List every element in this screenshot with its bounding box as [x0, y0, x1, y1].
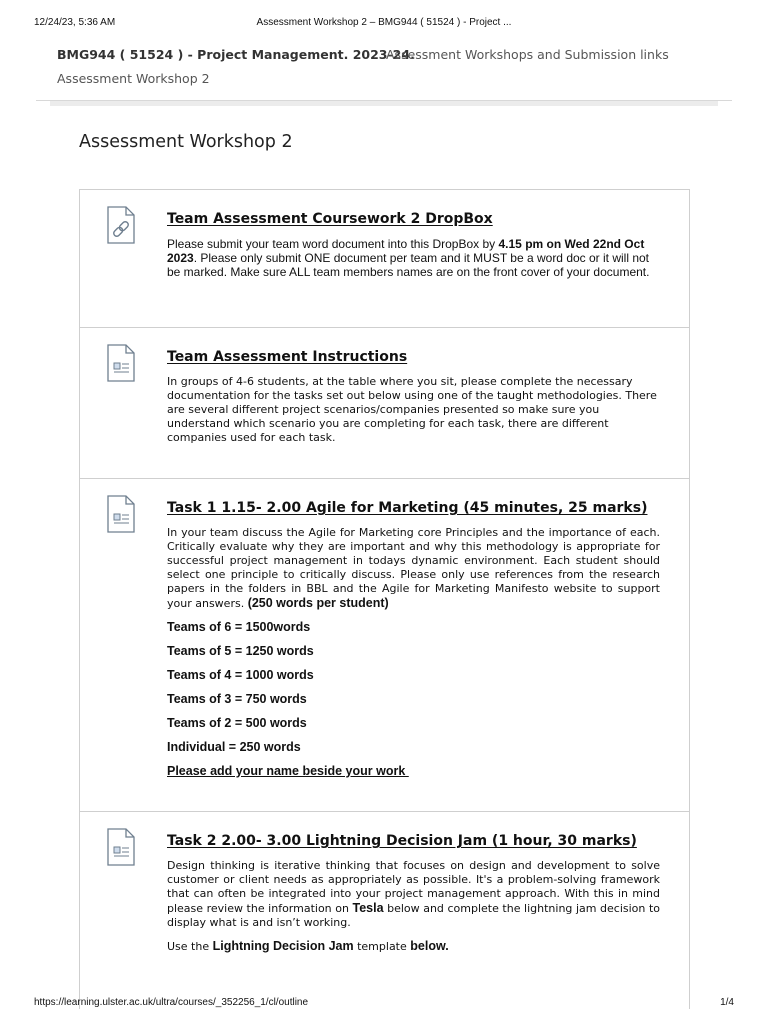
print-page-number: 1/4 [720, 997, 734, 1008]
content-list [79, 189, 690, 1009]
item-title-link[interactable]: Team Assessment Instructions [167, 349, 408, 365]
description-text: In your team discuss the Agile for Marketing core Principles and the importance of each. Critically evaluate why they are important and why this methodology is appropriate for successful project management in todays dynamic environment. Each student should select one principle to critically discuss. Please only use references from the research papers in the folders in BBL and the Agile for Marketing Manifesto website to support your answers. [167, 526, 660, 610]
template-name: Lightning Decision Jam [212, 939, 354, 953]
brand-name: Tesla [352, 901, 384, 915]
content-item-dropbox [80, 190, 689, 328]
item-description [167, 859, 660, 930]
deadline-text: 4.15 pm on Wed 22nd Oct 2023 [167, 237, 645, 265]
item-description [167, 526, 660, 611]
team-word-count: Teams of 3 = 750 words [167, 692, 307, 706]
team-word-count: Teams of 5 = 1250 words [167, 644, 314, 658]
instruction-text: template [353, 940, 411, 953]
content-item-task-2 [80, 812, 689, 1009]
content-item-task-1 [80, 479, 689, 812]
team-word-count: Teams of 4 = 1000 words [167, 668, 314, 682]
breadcrumb-course-link[interactable]: BMG944 ( 51524 ) - Project Management. 2023-24. [57, 47, 415, 62]
team-word-count: Teams of 2 = 500 words [167, 716, 307, 730]
description-text: Please submit your team word document into this DropBox by [167, 237, 499, 251]
word-count-note: (250 words per student) [247, 596, 389, 610]
team-word-count: Individual = 250 words [167, 740, 301, 754]
item-description: In groups of 4-6 students, at the table where you sit, please complete the necessary documentation for the tasks set out below using one of the taught methodologies. There are several different project scenarios/companies presented so make sure you understand which scenario you are completing for each task, there are different companies used for each task. [167, 375, 657, 444]
print-document-title: Assessment Workshop 2 – BMG944 ( 51524 ) - Project ... [256, 17, 512, 28]
print-timestamp: 12/24/23, 5:36 AM [34, 17, 116, 28]
item-title-link[interactable]: Task 2 2.00- 3.00 Lightning Decision Jam (1 hour, 30 marks) [167, 833, 637, 849]
description-text: . Please only submit ONE document per team and it MUST be a word doc or it will not be marked. Make sure ALL team members names are on the front cover of your document. [167, 251, 650, 279]
print-footer [0, 995, 768, 1011]
content-item-instructions [80, 328, 689, 479]
add-name-instruction: Please add your name beside your work [167, 764, 409, 778]
page-title: Assessment Workshop 2 [79, 132, 293, 152]
header-shadow [50, 101, 718, 106]
team-word-count: Teams of 6 = 1500words [167, 620, 311, 634]
template-instruction [167, 938, 660, 955]
description-text: below and complete the lightning jam decision to display what is and isn’t working. [167, 902, 660, 929]
description-text: Design thinking is iterative thinking that focuses on design and development to solve customer or client needs as appropriately as possible. It's a problem-solving framework that can often be integrated into your project management approach. With this in mind please review the information on [167, 859, 660, 915]
document-icon [106, 344, 136, 382]
link-file-icon [106, 206, 136, 244]
instruction-text: Use the [167, 940, 213, 953]
item-description [167, 237, 660, 279]
breadcrumb-current: Assessment Workshop 2 [57, 71, 210, 86]
item-title-link[interactable]: Task 1 1.15- 2.00 Agile for Marketing (45 minutes, 25 marks) [167, 500, 648, 516]
print-url: https://learning.ulster.ac.uk/ultra/courses/_352256_1/cl/outline [34, 997, 309, 1008]
team-word-count-list [167, 615, 660, 759]
item-title-link[interactable]: Team Assessment Coursework 2 DropBox [167, 211, 493, 227]
breadcrumb [57, 44, 738, 86]
print-header [0, 14, 768, 30]
document-icon [106, 828, 136, 866]
instruction-text: below. [410, 939, 449, 953]
document-icon [106, 495, 136, 533]
breadcrumb-section-link[interactable]: Assessment Workshops and Submission links [386, 47, 669, 62]
